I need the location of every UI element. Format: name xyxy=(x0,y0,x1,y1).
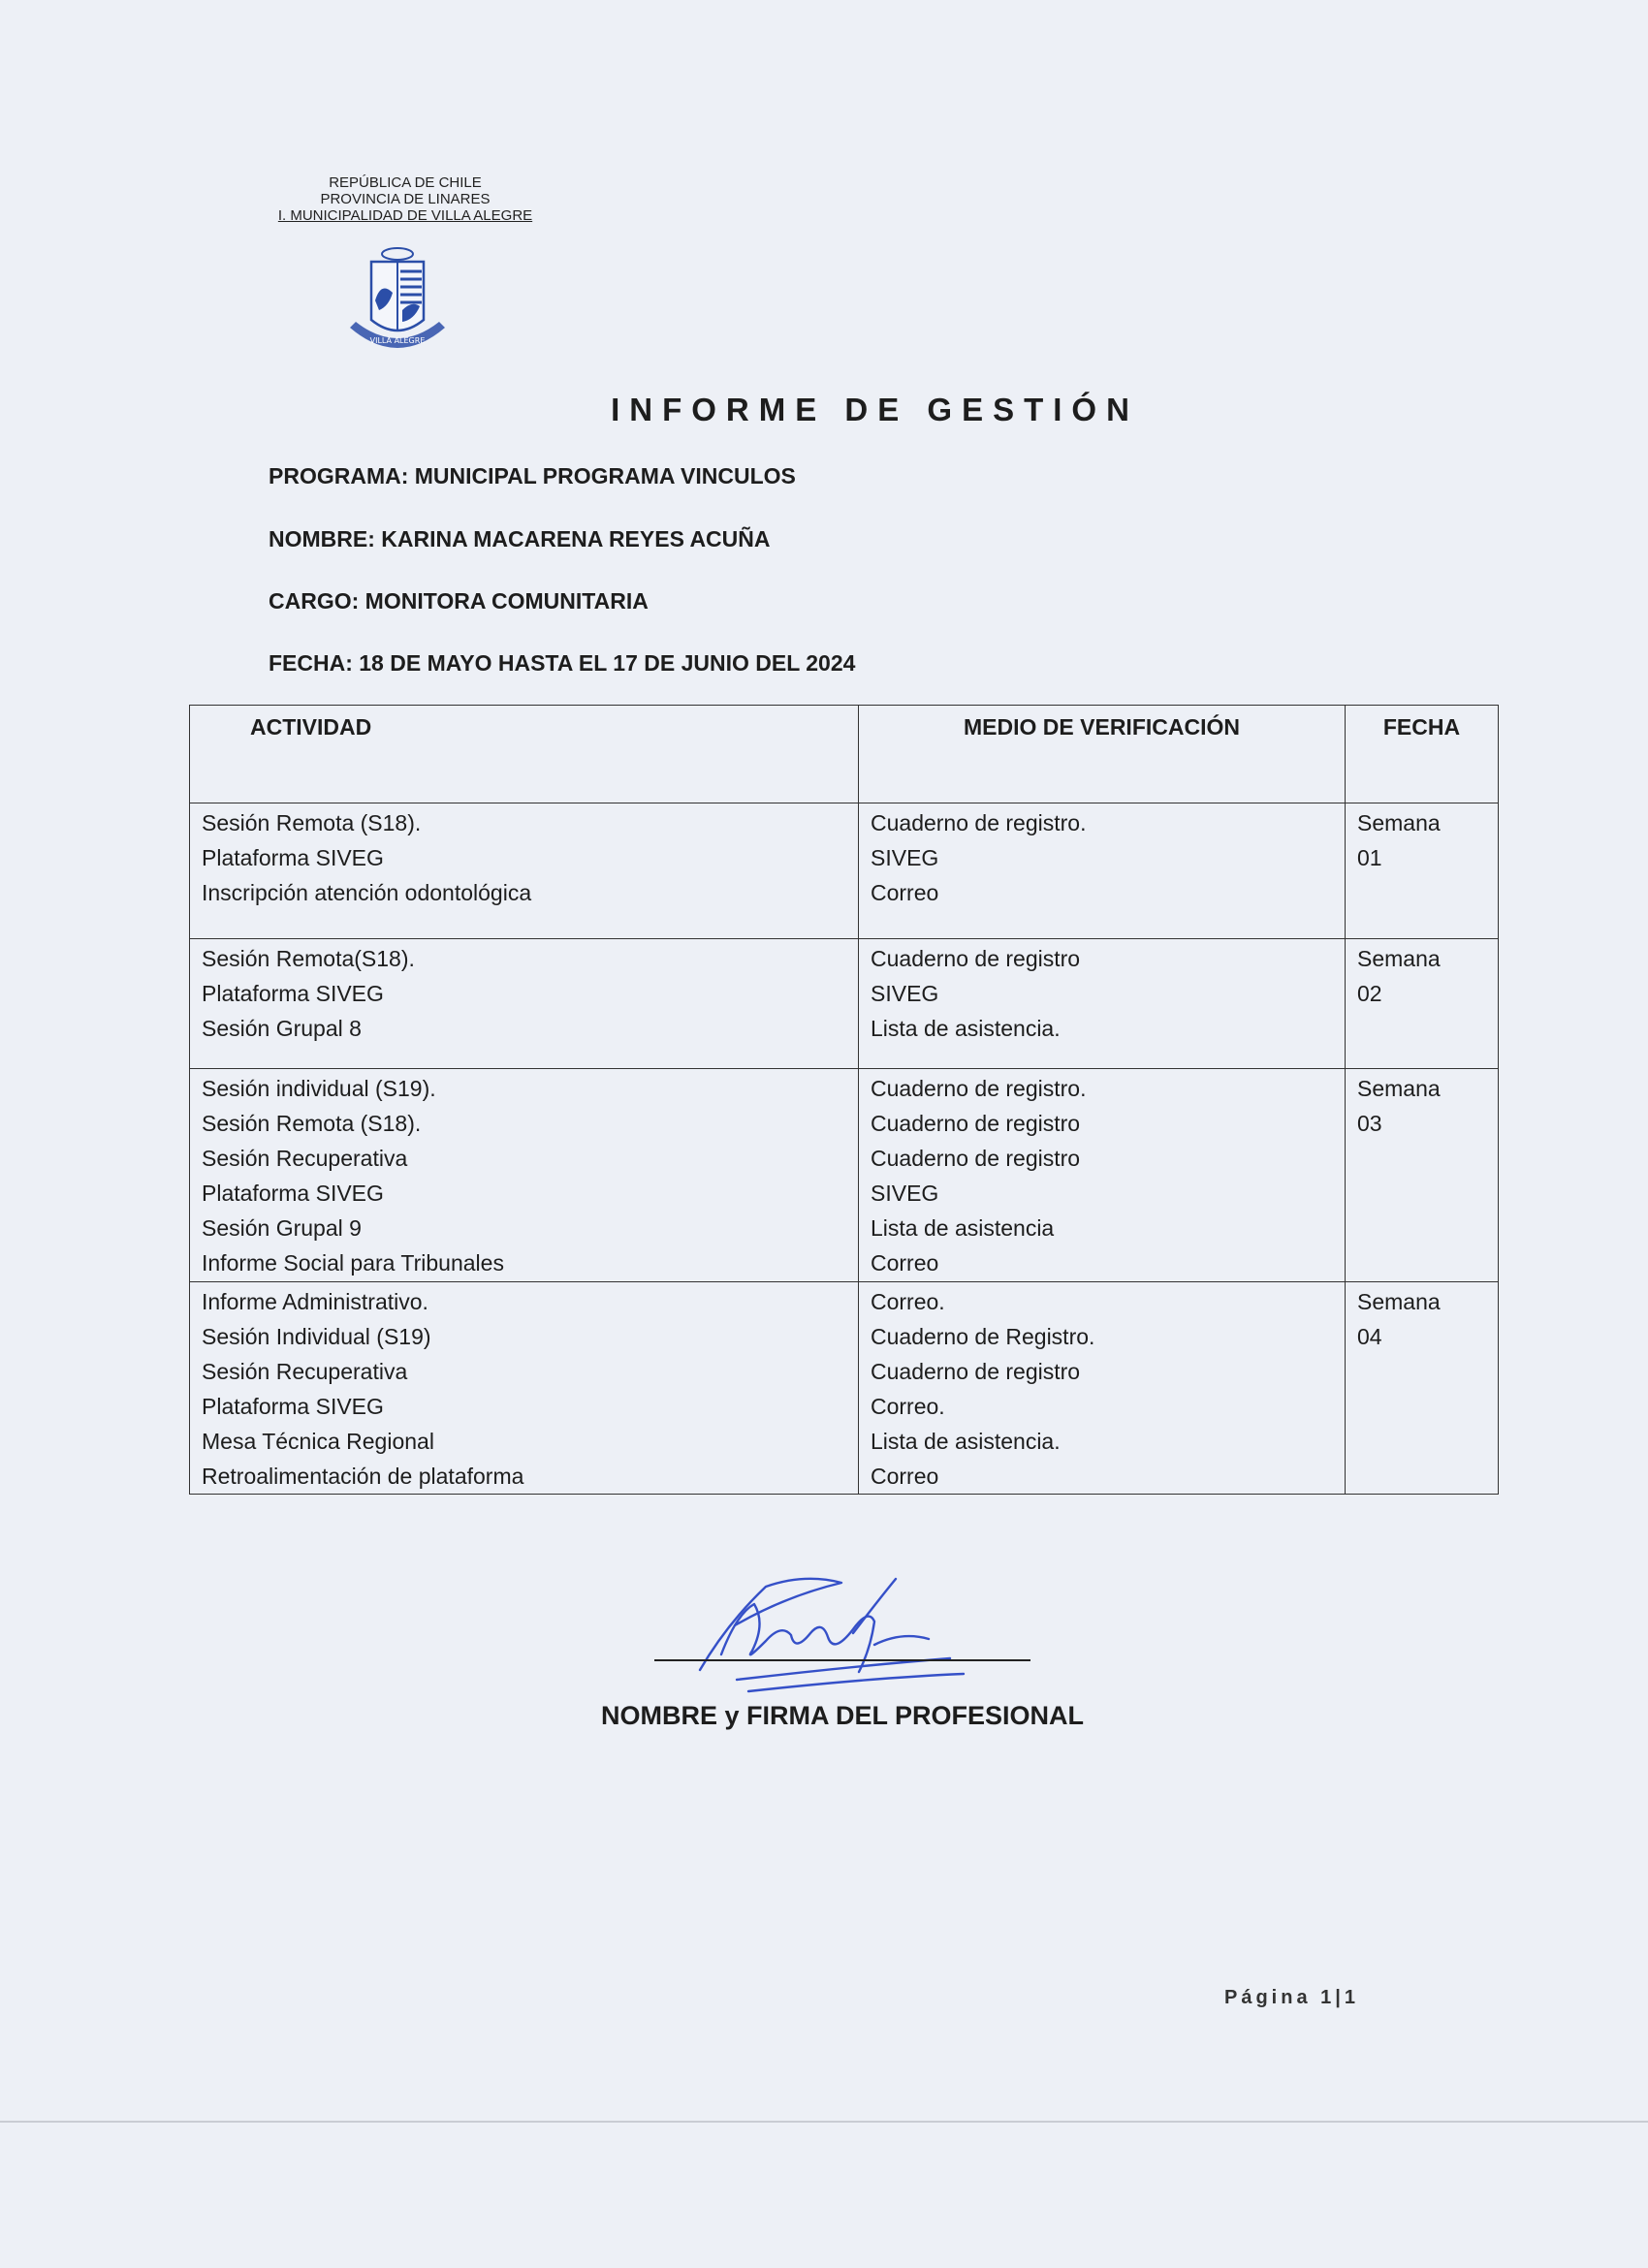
fecha-line: 03 xyxy=(1357,1111,1382,1136)
cell-actividad xyxy=(190,939,859,1069)
actividad-line: Plataforma SIVEG xyxy=(202,1394,384,1419)
table-row xyxy=(190,1282,1499,1495)
medio-line: Correo xyxy=(871,880,939,905)
medio-line: Cuaderno de registro. xyxy=(871,810,1087,835)
actividad-line: Inscripción atención odontológica xyxy=(202,880,532,905)
field-nombre: NOMBRE: KARINA MACARENA REYES ACUÑA xyxy=(269,526,771,551)
actividad-line: Sesión individual (S19). xyxy=(202,1076,436,1101)
actividad-line: Sesión Recuperativa xyxy=(202,1359,408,1384)
actividad-line: Sesión Recuperativa xyxy=(202,1146,408,1171)
medio-line: Cuaderno de Registro. xyxy=(871,1324,1095,1349)
fecha-line: Semana xyxy=(1357,810,1441,835)
cell-medio xyxy=(859,939,1346,1069)
actividad-line: Sesión Individual (S19) xyxy=(202,1324,431,1349)
actividad-line: Sesión Grupal 9 xyxy=(202,1215,362,1241)
cell-medio xyxy=(859,1282,1346,1495)
medio-line: Cuaderno de registro xyxy=(871,1111,1081,1136)
actividad-line: Sesión Remota (S18). xyxy=(202,1111,422,1136)
table-row xyxy=(190,803,1499,939)
cell-fecha xyxy=(1346,939,1499,1069)
cell-actividad xyxy=(190,1069,859,1282)
medio-line: SIVEG xyxy=(871,981,939,1006)
field-programa: PROGRAMA: MUNICIPAL PROGRAMA VINCULOS xyxy=(269,463,796,488)
medio-line: Cuaderno de registro xyxy=(871,1146,1081,1171)
cell-medio xyxy=(859,803,1346,939)
cell-medio xyxy=(859,1069,1346,1282)
actividad-line: Informe Social para Tribunales xyxy=(202,1250,504,1276)
header-municipality: I. MUNICIPALIDAD DE VILLA ALEGRE xyxy=(277,207,533,224)
header-fecha: FECHA xyxy=(1346,706,1499,803)
cell-fecha xyxy=(1346,803,1499,939)
table-header-row xyxy=(190,706,1499,803)
svg-text:VILLA ALEGRE: VILLA ALEGRE xyxy=(369,336,426,345)
actividad-line: Retroalimentación de plataforma xyxy=(202,1464,524,1489)
medio-line: Correo xyxy=(871,1250,939,1276)
medio-line: SIVEG xyxy=(871,1181,939,1206)
table-row xyxy=(190,939,1499,1069)
medio-line: SIVEG xyxy=(871,845,939,870)
actividad-line: Sesión Remota(S18). xyxy=(202,946,415,971)
field-cargo: CARGO: MONITORA COMUNITARIA xyxy=(269,588,649,614)
medio-line: Correo. xyxy=(871,1289,945,1314)
activity-table xyxy=(189,705,1499,1495)
medio-line: Lista de asistencia. xyxy=(871,1429,1061,1454)
fecha-line: Semana xyxy=(1357,1289,1441,1314)
medio-line: Lista de asistencia xyxy=(871,1215,1055,1241)
cell-actividad xyxy=(190,803,859,939)
municipal-crest-logo xyxy=(344,242,451,363)
header-medio-verificacion: MEDIO DE VERIFICACIÓN xyxy=(859,706,1346,803)
fecha-line: 01 xyxy=(1357,845,1382,870)
actividad-line: Plataforma SIVEG xyxy=(202,1181,384,1206)
table-row xyxy=(190,1069,1499,1282)
actividad-line: Mesa Técnica Regional xyxy=(202,1429,434,1454)
medio-line: Correo. xyxy=(871,1394,945,1419)
actividad-line: Plataforma SIVEG xyxy=(202,981,384,1006)
institution-header xyxy=(260,174,551,224)
medio-line: Cuaderno de registro xyxy=(871,946,1081,971)
cell-actividad xyxy=(190,1282,859,1495)
medio-line: Cuaderno de registro xyxy=(871,1359,1081,1384)
document-title: INFORME DE GESTIÓN xyxy=(611,392,1139,427)
signature-line xyxy=(654,1659,1030,1661)
fecha-line: 04 xyxy=(1357,1324,1382,1349)
header-province: PROVINCIA DE LINARES xyxy=(320,191,491,207)
cell-fecha xyxy=(1346,1282,1499,1495)
medio-line: Correo xyxy=(871,1464,939,1489)
medio-line: Cuaderno de registro. xyxy=(871,1076,1087,1101)
header-actividad: ACTIVIDAD xyxy=(190,706,859,803)
page-number: Página 1|1 xyxy=(1224,1987,1359,2008)
fecha-line: Semana xyxy=(1357,946,1441,971)
actividad-line: Sesión Grupal 8 xyxy=(202,1016,362,1041)
handwritten-signature xyxy=(620,1565,1047,1720)
actividad-line: Plataforma SIVEG xyxy=(202,845,384,870)
actividad-line: Informe Administrativo. xyxy=(202,1289,428,1314)
page-fold-line xyxy=(0,2121,1648,2123)
actividad-line: Sesión Remota (S18). xyxy=(202,810,422,835)
cell-fecha xyxy=(1346,1069,1499,1282)
header-country: REPÚBLICA DE CHILE xyxy=(329,174,482,191)
signature-label: NOMBRE y FIRMA DEL PROFESIONAL xyxy=(601,1701,1085,1730)
fecha-line: Semana xyxy=(1357,1076,1441,1101)
medio-line: Lista de asistencia. xyxy=(871,1016,1061,1041)
field-fecha: FECHA: 18 DE MAYO HASTA EL 17 DE JUNIO DEL 2024 xyxy=(269,650,856,676)
fecha-line: 02 xyxy=(1357,981,1382,1006)
